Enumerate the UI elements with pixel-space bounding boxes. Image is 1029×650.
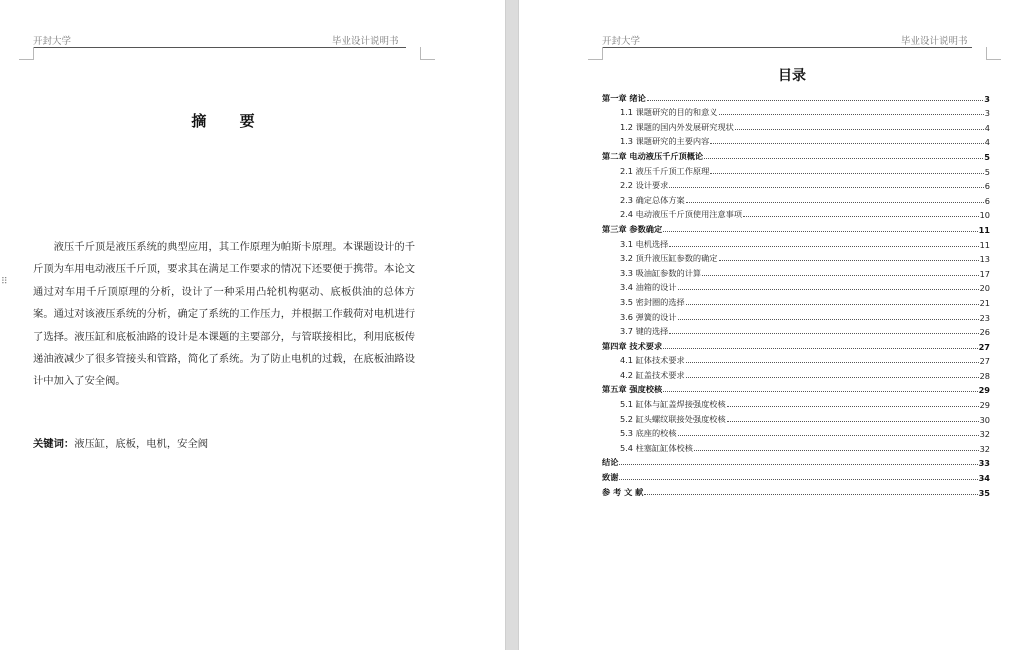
toc-entry-label: 第三章 参数确定	[602, 223, 663, 234]
toc-entry-label: 第五章 强度校核	[602, 384, 663, 395]
toc-entry-label: 3.4 油箱的设计	[620, 282, 677, 293]
toc-section-entry[interactable]	[602, 410, 990, 425]
toc-section-entry[interactable]	[602, 425, 990, 440]
toc-entry-page: 27	[978, 341, 990, 352]
toc-entry-page: 3	[984, 93, 990, 104]
toc-dot-leader	[663, 231, 977, 232]
toc-dot-leader	[678, 435, 979, 436]
toc-section-entry[interactable]	[602, 308, 990, 323]
keywords	[33, 435, 208, 450]
toc-dot-leader	[647, 100, 984, 101]
toc-entry-label: 5.3 底座的校核	[620, 428, 677, 439]
toc-entry-label: 第二章 电动液压千斤顶概论	[602, 150, 704, 161]
toc-section-entry[interactable]	[602, 323, 990, 338]
toc-entry-label: 3.7 键的选择	[620, 326, 669, 337]
left-page	[0, 0, 505, 650]
toc-dot-leader	[644, 494, 977, 495]
header-rule	[602, 47, 972, 48]
toc-entry-label: 5.1 缸体与缸盖焊接强度校核	[620, 399, 726, 410]
toc-entry-page: 29	[979, 400, 990, 411]
toc-chapter-entry[interactable]	[602, 337, 990, 352]
toc-chapter-entry[interactable]	[602, 147, 990, 162]
toc-section-entry[interactable]	[602, 279, 990, 294]
toc-dot-leader	[727, 406, 979, 407]
header-school: 开封大学	[33, 36, 72, 47]
toc-entry-label: 参 考 文 献	[602, 486, 644, 497]
toc-entry-page: 5	[984, 151, 990, 162]
toc-section-entry[interactable]	[602, 118, 990, 133]
toc-entry-label: 第一章 绪论	[602, 92, 646, 103]
toc-entry-label: 3.5 密封圈的选择	[620, 296, 685, 307]
toc-chapter-entry[interactable]	[602, 381, 990, 396]
toc-dot-leader	[678, 289, 979, 290]
toc-chapter-entry[interactable]	[602, 89, 990, 104]
toc-dot-leader	[663, 391, 977, 392]
toc-entry-page: 30	[979, 414, 990, 425]
toc-chapter-entry[interactable]	[602, 468, 990, 483]
toc-entry-page: 29	[978, 385, 990, 396]
toc-section-entry[interactable]	[602, 133, 990, 148]
toc-section-entry[interactable]	[602, 293, 990, 308]
toc-entry-label: 4.1 缸体技术要求	[620, 355, 685, 366]
right-page	[519, 0, 1029, 650]
toc-entry-page: 4	[984, 122, 990, 133]
abstract-title: 摘 要	[191, 112, 269, 130]
toc-entry-page: 10	[979, 210, 990, 221]
toc-entry-label: 3.2 顶升液压缸参数的确定	[620, 253, 718, 264]
drag-handle-icon[interactable]: ⠿	[1, 277, 9, 287]
toc-entry-page: 13	[979, 254, 990, 265]
header-school: 开封大学	[602, 36, 641, 47]
toc-chapter-entry[interactable]	[602, 454, 990, 469]
toc-section-entry[interactable]	[602, 352, 990, 367]
crop-mark-left	[19, 47, 34, 60]
toc-entry-label: 1.2 课题的国内外发展研究现状	[620, 121, 734, 132]
toc-entry-label: 1.3 课题研究的主要内容	[620, 136, 710, 147]
toc-dot-leader	[704, 158, 983, 159]
keywords-label: 关键词：	[33, 438, 75, 450]
header-doc-type: 毕业设计说明书	[901, 36, 968, 47]
toc-entry-page: 34	[978, 473, 990, 484]
toc-entry-page: 6	[984, 195, 990, 206]
toc-dot-leader	[686, 304, 979, 305]
toc-dot-leader	[619, 479, 977, 480]
toc-entry-page: 20	[979, 283, 990, 294]
toc-entry-label: 3.6 弹簧的设计	[620, 311, 677, 322]
crop-mark-right	[986, 47, 1001, 60]
toc-dot-leader	[735, 129, 984, 130]
toc-dot-leader	[727, 421, 979, 422]
toc-dot-leader	[669, 246, 978, 247]
toc-entry-label: 3.1 电机选择	[620, 238, 669, 249]
keywords-value: 液压缸，底板，电机，安全阀	[74, 438, 209, 450]
toc-entry-page: 28	[979, 370, 990, 381]
toc-entry-page: 17	[979, 268, 990, 279]
toc-chapter-entry[interactable]	[602, 220, 990, 235]
toc-dot-leader	[686, 362, 979, 363]
toc-dot-leader	[719, 260, 979, 261]
toc-entry-page: 3	[984, 108, 990, 119]
toc-dot-leader	[710, 143, 983, 144]
crop-mark-right	[420, 47, 435, 60]
toc-entry-label: 2.2 设计要求	[620, 180, 669, 191]
toc-section-entry[interactable]	[602, 395, 990, 410]
toc-entry-page: 33	[978, 458, 990, 469]
table-of-contents	[602, 89, 990, 498]
toc-dot-leader	[710, 173, 983, 174]
toc-entry-label: 3.3 吸油缸参数的计算	[620, 267, 702, 278]
toc-entry-label: 致谢	[602, 472, 619, 483]
toc-entry-page: 4	[984, 137, 990, 148]
toc-entry-page: 35	[978, 487, 990, 498]
toc-dot-leader	[702, 275, 978, 276]
header-rule	[33, 47, 406, 48]
toc-dot-leader	[686, 202, 984, 203]
crop-mark-left	[588, 47, 603, 60]
toc-dot-leader	[669, 333, 978, 334]
toc-title: 目录	[778, 68, 806, 84]
toc-entry-label: 2.3 确定总体方案	[620, 194, 685, 205]
header-doc-type: 毕业设计说明书	[332, 36, 399, 47]
toc-chapter-entry[interactable]	[602, 483, 990, 498]
toc-entry-page: 5	[984, 166, 990, 177]
toc-section-entry[interactable]	[602, 162, 990, 177]
toc-entry-label: 2.4 电动液压千斤顶使用注意事项	[620, 209, 743, 220]
toc-entry-label: 5.4 柱塞缸缸体校核	[620, 442, 693, 453]
toc-dot-leader	[678, 319, 979, 320]
toc-entry-page: 26	[979, 327, 990, 338]
toc-entry-label: 4.2 缸盖技术要求	[620, 369, 685, 380]
toc-section-entry[interactable]	[602, 366, 990, 381]
toc-entry-page: 11	[979, 239, 990, 250]
toc-section-entry[interactable]	[602, 177, 990, 192]
toc-section-entry[interactable]	[602, 439, 990, 454]
toc-entry-page: 23	[979, 312, 990, 323]
toc-dot-leader	[743, 216, 979, 217]
toc-entry-page: 11	[978, 224, 990, 235]
toc-entry-label: 5.2 缸头螺纹联接处强度校核	[620, 413, 726, 424]
toc-dot-leader	[686, 377, 979, 378]
toc-dot-leader	[694, 450, 979, 451]
toc-entry-page: 32	[979, 443, 990, 454]
toc-entry-page: 6	[984, 181, 990, 192]
toc-section-entry[interactable]	[602, 264, 990, 279]
toc-entry-label: 结论	[602, 457, 619, 468]
toc-section-entry[interactable]	[602, 250, 990, 265]
toc-dot-leader	[669, 187, 983, 188]
toc-entry-label: 2.1 液压千斤顶工作原理	[620, 165, 710, 176]
toc-section-entry[interactable]	[602, 104, 990, 119]
abstract-body: 液压千斤顶是液压系统的典型应用，其工作原理为帕斯卡原理。本课题设计的千斤顶为车用电动液压千斤顶，要求其在满足工作要求的情况下还要便于携带。本论文通过对车用千斤顶原理的分析，设计了一种采用凸轮机构驱动、底板供油的总体方案。通过对该液压系统的分析，确定了系统的工作压力，并根据工作载荷对电机进行了选择。液压缸和底板油路的设计是本课题的主要部分，与管联接相比，利用底板传递油液减少了很多管接头和管路，简化了系统。为了防止电机的过载，在底板油路设计中加入了安全阀。	[33, 241, 415, 388]
toc-dot-leader	[719, 114, 984, 115]
toc-entry-label: 第四章 技术要求	[602, 340, 663, 351]
page-gutter	[505, 0, 519, 650]
toc-section-entry[interactable]	[602, 206, 990, 221]
toc-entry-label: 1.1 课题研究的目的和意义	[620, 107, 718, 118]
toc-section-entry[interactable]	[602, 191, 990, 206]
toc-dot-leader	[663, 348, 977, 349]
toc-section-entry[interactable]	[602, 235, 990, 250]
toc-dot-leader	[619, 464, 977, 465]
toc-entry-page: 27	[979, 356, 990, 367]
toc-entry-page: 32	[979, 429, 990, 440]
toc-entry-page: 21	[979, 297, 990, 308]
